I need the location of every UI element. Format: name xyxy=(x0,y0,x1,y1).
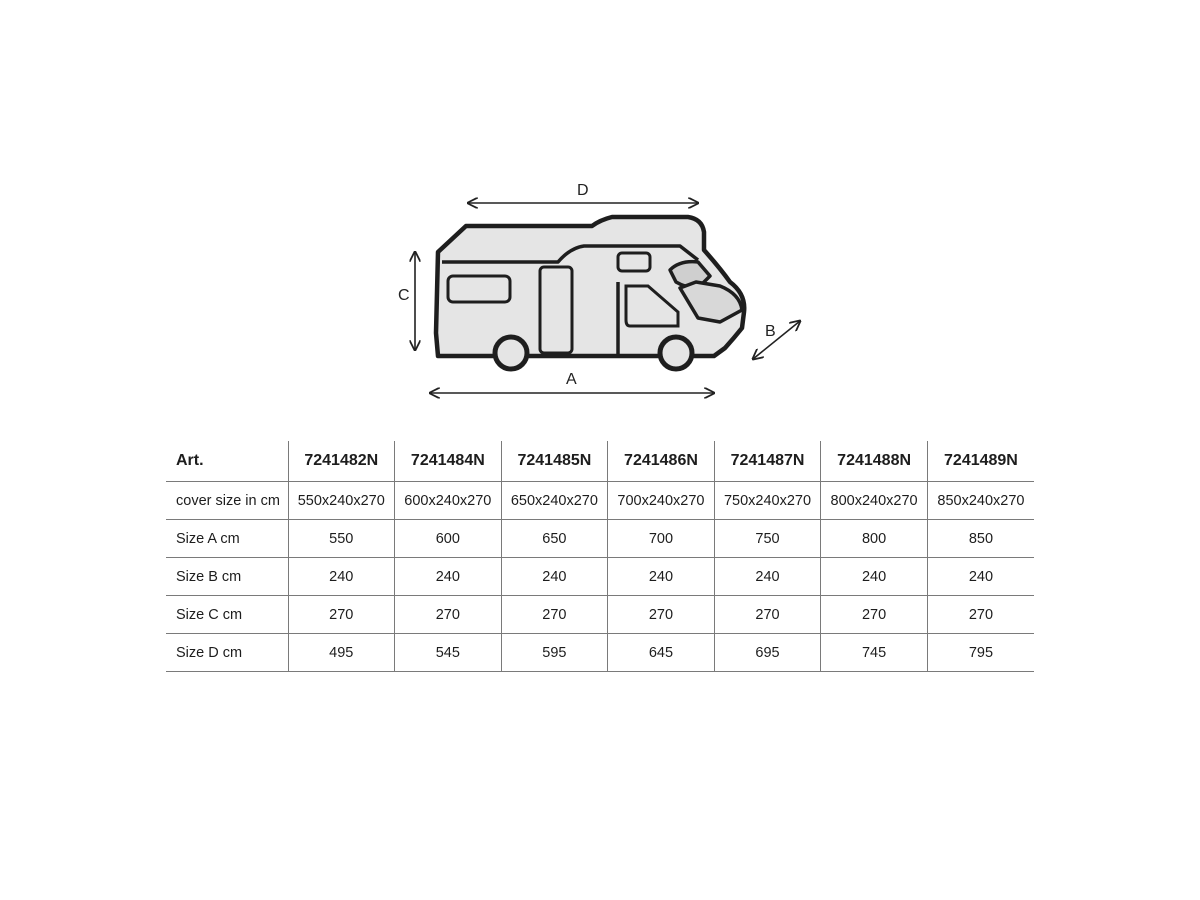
table-cell: 240 xyxy=(821,558,928,596)
table-row xyxy=(166,596,1034,634)
table-cell: 240 xyxy=(501,558,608,596)
table-row xyxy=(166,634,1034,672)
row-label: Size C cm xyxy=(166,596,288,634)
dimension-c-label: C xyxy=(398,287,410,304)
table-cell: 240 xyxy=(714,558,821,596)
table-cell: 800 xyxy=(821,520,928,558)
table-cell: 695 xyxy=(714,634,821,672)
table-cell: 595 xyxy=(501,634,608,672)
article-number: 7241485N xyxy=(501,441,608,482)
dimension-b-arrow xyxy=(753,321,800,359)
table-cell: 270 xyxy=(608,596,715,634)
table-row xyxy=(166,520,1034,558)
table-cell: 745 xyxy=(821,634,928,672)
table-cell: 750 xyxy=(714,520,821,558)
table-cell: 650x240x270 xyxy=(501,482,608,520)
table-cell: 700x240x270 xyxy=(608,482,715,520)
dimension-d-label: D xyxy=(577,182,589,199)
article-number: 7241486N xyxy=(608,441,715,482)
table-cell: 270 xyxy=(927,596,1034,634)
article-number: 7241482N xyxy=(288,441,395,482)
table-cell: 240 xyxy=(927,558,1034,596)
table-cell: 850 xyxy=(927,520,1034,558)
row-label: Size D cm xyxy=(166,634,288,672)
rear-wheel xyxy=(495,337,527,369)
table-cell: 750x240x270 xyxy=(714,482,821,520)
article-number: 7241488N xyxy=(821,441,928,482)
table-cell: 270 xyxy=(501,596,608,634)
alcove-window xyxy=(618,253,650,271)
table-cell: 270 xyxy=(821,596,928,634)
table-cell: 545 xyxy=(395,634,502,672)
table-cell: 645 xyxy=(608,634,715,672)
table-cell: 600x240x270 xyxy=(395,482,502,520)
table-cell: 495 xyxy=(288,634,395,672)
table-cell: 270 xyxy=(288,596,395,634)
article-number: 7241484N xyxy=(395,441,502,482)
row-label: Size B cm xyxy=(166,558,288,596)
row-label: Size A cm xyxy=(166,520,288,558)
table-cell: 270 xyxy=(714,596,821,634)
table-cell: 240 xyxy=(608,558,715,596)
table-cell: 600 xyxy=(395,520,502,558)
table-cell: 240 xyxy=(288,558,395,596)
article-number: 7241489N xyxy=(927,441,1034,482)
front-wheel xyxy=(660,337,692,369)
side-window xyxy=(448,276,510,302)
table-cell: 650 xyxy=(501,520,608,558)
table-cell: 550x240x270 xyxy=(288,482,395,520)
header-art-label: Art. xyxy=(166,441,288,482)
table-cell: 240 xyxy=(395,558,502,596)
table-cell: 850x240x270 xyxy=(927,482,1034,520)
dimension-b-label: B xyxy=(765,323,776,340)
dimension-a-label: A xyxy=(566,371,577,388)
table-cell: 550 xyxy=(288,520,395,558)
table-header-row xyxy=(166,441,1034,482)
table-cell: 700 xyxy=(608,520,715,558)
side-door xyxy=(540,267,572,353)
table-cell: 270 xyxy=(395,596,502,634)
table-cell: 800x240x270 xyxy=(821,482,928,520)
article-number: 7241487N xyxy=(714,441,821,482)
size-table-container xyxy=(166,441,1034,672)
table-row xyxy=(166,558,1034,596)
row-label: cover size in cm xyxy=(166,482,288,520)
table-cell: 795 xyxy=(927,634,1034,672)
size-table xyxy=(166,441,1034,672)
motorhome-dimension-diagram xyxy=(380,170,820,410)
motorhome-illustration xyxy=(380,170,820,410)
table-row xyxy=(166,482,1034,520)
